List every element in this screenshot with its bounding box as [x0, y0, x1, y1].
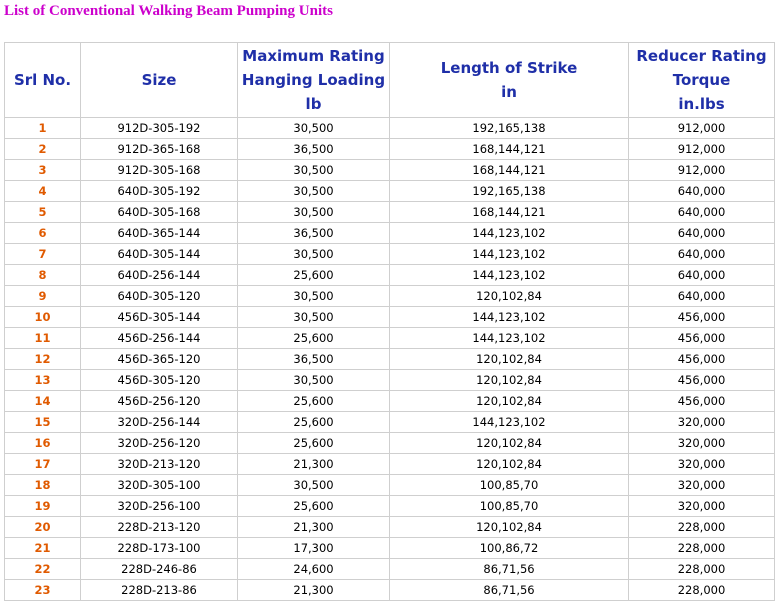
serial-number-cell: 21	[5, 538, 81, 559]
reducer-torque-cell: 228,000	[629, 538, 775, 559]
hanging-loading-cell: 25,600	[238, 412, 390, 433]
table-row	[5, 160, 775, 181]
hanging-loading-cell: 30,500	[238, 307, 390, 328]
serial-number-cell: 18	[5, 475, 81, 496]
hanging-loading-cell: 36,500	[238, 139, 390, 160]
header-line: in	[501, 83, 517, 101]
serial-number-cell: 10	[5, 307, 81, 328]
length-of-strike-cell: 120,102,84	[390, 286, 629, 307]
reducer-torque-cell: 320,000	[629, 496, 775, 517]
reducer-torque-cell: 228,000	[629, 580, 775, 601]
header-line: Srl No.	[13, 71, 72, 89]
table-row	[5, 349, 775, 370]
header-hanging-loading	[238, 43, 390, 118]
hanging-loading-cell: 30,500	[238, 118, 390, 139]
size-cell: 456D-256-120	[81, 391, 238, 412]
size-cell: 640D-305-120	[81, 286, 238, 307]
table-row	[5, 286, 775, 307]
reducer-torque-cell: 912,000	[629, 139, 775, 160]
header-line: Reducer Rating	[636, 47, 767, 65]
size-cell: 640D-256-144	[81, 265, 238, 286]
size-cell: 228D-173-100	[81, 538, 238, 559]
hanging-loading-cell: 30,500	[238, 286, 390, 307]
reducer-torque-cell: 640,000	[629, 244, 775, 265]
table-row	[5, 454, 775, 475]
hanging-loading-cell: 30,500	[238, 244, 390, 265]
table-row	[5, 580, 775, 601]
size-cell: 228D-246-86	[81, 559, 238, 580]
serial-number-cell: 7	[5, 244, 81, 265]
serial-number-cell: 20	[5, 517, 81, 538]
serial-number-cell: 14	[5, 391, 81, 412]
header-line: lb	[305, 95, 322, 113]
length-of-strike-cell: 86,71,56	[390, 559, 629, 580]
length-of-strike-cell: 168,144,121	[390, 160, 629, 181]
reducer-torque-cell: 456,000	[629, 328, 775, 349]
table-body	[5, 118, 775, 601]
hanging-loading-cell: 30,500	[238, 202, 390, 223]
reducer-torque-cell: 640,000	[629, 265, 775, 286]
reducer-torque-cell: 228,000	[629, 517, 775, 538]
size-cell: 640D-305-168	[81, 202, 238, 223]
length-of-strike-cell: 120,102,84	[390, 433, 629, 454]
reducer-torque-cell: 320,000	[629, 454, 775, 475]
table-row	[5, 244, 775, 265]
table-row	[5, 328, 775, 349]
serial-number-cell: 12	[5, 349, 81, 370]
length-of-strike-cell: 192,165,138	[390, 118, 629, 139]
length-of-strike-cell: 100,85,70	[390, 496, 629, 517]
table-row	[5, 559, 775, 580]
size-cell: 456D-365-120	[81, 349, 238, 370]
length-of-strike-cell: 86,71,56	[390, 580, 629, 601]
serial-number-cell: 17	[5, 454, 81, 475]
serial-number-cell: 15	[5, 412, 81, 433]
hanging-loading-cell: 30,500	[238, 370, 390, 391]
serial-number-cell: 4	[5, 181, 81, 202]
size-cell: 912D-365-168	[81, 139, 238, 160]
header-reducer-rating	[629, 43, 775, 118]
pumping-units-table	[4, 42, 775, 601]
size-cell: 320D-256-144	[81, 412, 238, 433]
table-row	[5, 391, 775, 412]
hanging-loading-cell: 30,500	[238, 475, 390, 496]
serial-number-cell: 19	[5, 496, 81, 517]
table-row	[5, 202, 775, 223]
reducer-torque-cell: 456,000	[629, 370, 775, 391]
serial-number-cell: 16	[5, 433, 81, 454]
length-of-strike-cell: 120,102,84	[390, 370, 629, 391]
length-of-strike-cell: 144,123,102	[390, 265, 629, 286]
hanging-loading-cell: 30,500	[238, 160, 390, 181]
serial-number-cell: 6	[5, 223, 81, 244]
table-row	[5, 538, 775, 559]
reducer-torque-cell: 320,000	[629, 433, 775, 454]
table-row	[5, 223, 775, 244]
header-line: Hanging Loading	[241, 71, 386, 89]
serial-number-cell: 13	[5, 370, 81, 391]
length-of-strike-cell: 120,102,84	[390, 349, 629, 370]
table-row	[5, 433, 775, 454]
reducer-torque-cell: 320,000	[629, 412, 775, 433]
table-row	[5, 181, 775, 202]
hanging-loading-cell: 25,600	[238, 265, 390, 286]
length-of-strike-cell: 168,144,121	[390, 202, 629, 223]
size-cell: 640D-305-192	[81, 181, 238, 202]
size-cell: 640D-305-144	[81, 244, 238, 265]
hanging-loading-cell: 30,500	[238, 181, 390, 202]
size-cell: 228D-213-120	[81, 517, 238, 538]
reducer-torque-cell: 228,000	[629, 559, 775, 580]
hanging-loading-cell: 21,300	[238, 517, 390, 538]
table-row	[5, 118, 775, 139]
header-length-of-strike	[390, 43, 629, 118]
serial-number-cell: 2	[5, 139, 81, 160]
length-of-strike-cell: 168,144,121	[390, 139, 629, 160]
header-size	[81, 43, 238, 118]
length-of-strike-cell: 144,123,102	[390, 223, 629, 244]
header-line: Size	[141, 71, 177, 89]
length-of-strike-cell: 120,102,84	[390, 517, 629, 538]
length-of-strike-cell: 192,165,138	[390, 181, 629, 202]
reducer-torque-cell: 320,000	[629, 475, 775, 496]
size-cell: 320D-305-100	[81, 475, 238, 496]
table-row	[5, 265, 775, 286]
reducer-torque-cell: 456,000	[629, 391, 775, 412]
length-of-strike-cell: 100,86,72	[390, 538, 629, 559]
reducer-torque-cell: 912,000	[629, 118, 775, 139]
length-of-strike-cell: 144,123,102	[390, 328, 629, 349]
hanging-loading-cell: 25,600	[238, 496, 390, 517]
serial-number-cell: 11	[5, 328, 81, 349]
length-of-strike-cell: 100,85,70	[390, 475, 629, 496]
size-cell: 320D-213-120	[81, 454, 238, 475]
reducer-torque-cell: 640,000	[629, 286, 775, 307]
table-header-row	[5, 43, 775, 118]
reducer-torque-cell: 456,000	[629, 349, 775, 370]
header-line: Length of Strike	[440, 59, 578, 77]
size-cell: 640D-365-144	[81, 223, 238, 244]
size-cell: 456D-256-144	[81, 328, 238, 349]
serial-number-cell: 9	[5, 286, 81, 307]
serial-number-cell: 5	[5, 202, 81, 223]
length-of-strike-cell: 120,102,84	[390, 391, 629, 412]
header-line: in.lbs	[678, 95, 725, 113]
hanging-loading-cell: 21,300	[238, 454, 390, 475]
hanging-loading-cell: 17,300	[238, 538, 390, 559]
table-row	[5, 517, 775, 538]
serial-number-cell: 23	[5, 580, 81, 601]
size-cell: 456D-305-120	[81, 370, 238, 391]
table-row	[5, 139, 775, 160]
length-of-strike-cell: 144,123,102	[390, 244, 629, 265]
size-cell: 456D-305-144	[81, 307, 238, 328]
size-cell: 320D-256-120	[81, 433, 238, 454]
table-row	[5, 496, 775, 517]
hanging-loading-cell: 25,600	[238, 433, 390, 454]
hanging-loading-cell: 21,300	[238, 580, 390, 601]
serial-number-cell: 22	[5, 559, 81, 580]
reducer-torque-cell: 640,000	[629, 202, 775, 223]
reducer-torque-cell: 912,000	[629, 160, 775, 181]
size-cell: 320D-256-100	[81, 496, 238, 517]
hanging-loading-cell: 25,600	[238, 328, 390, 349]
serial-number-cell: 1	[5, 118, 81, 139]
page-title: List of Conventional Walking Beam Pumping Units	[4, 3, 333, 19]
length-of-strike-cell: 144,123,102	[390, 412, 629, 433]
serial-number-cell: 3	[5, 160, 81, 181]
table-row	[5, 370, 775, 391]
reducer-torque-cell: 456,000	[629, 307, 775, 328]
table-row	[5, 475, 775, 496]
hanging-loading-cell: 36,500	[238, 349, 390, 370]
table-row	[5, 307, 775, 328]
table-row	[5, 412, 775, 433]
hanging-loading-cell: 25,600	[238, 391, 390, 412]
header-line: Maximum Rating	[242, 47, 385, 65]
length-of-strike-cell: 120,102,84	[390, 454, 629, 475]
serial-number-cell: 8	[5, 265, 81, 286]
reducer-torque-cell: 640,000	[629, 181, 775, 202]
size-cell: 912D-305-192	[81, 118, 238, 139]
header-line: Torque	[672, 71, 731, 89]
hanging-loading-cell: 24,600	[238, 559, 390, 580]
size-cell: 912D-305-168	[81, 160, 238, 181]
reducer-torque-cell: 640,000	[629, 223, 775, 244]
hanging-loading-cell: 36,500	[238, 223, 390, 244]
size-cell: 228D-213-86	[81, 580, 238, 601]
length-of-strike-cell: 144,123,102	[390, 307, 629, 328]
header-srl-no	[5, 43, 81, 118]
